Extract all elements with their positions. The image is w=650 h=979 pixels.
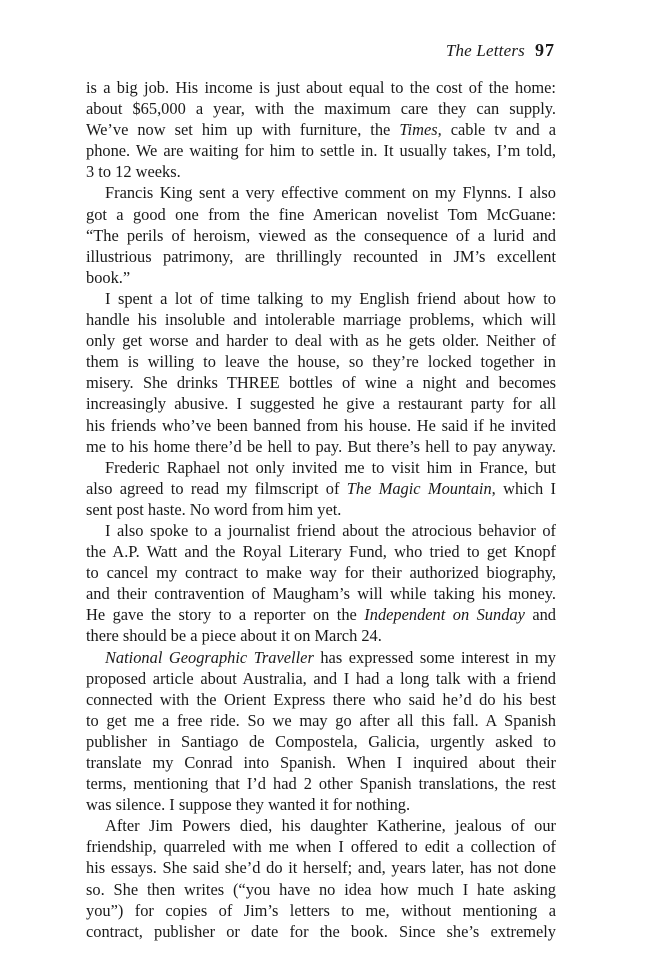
text-line: Frederic Raphael not only invited me to visit him in France, but <box>105 457 556 477</box>
text-line: Francis King sent a very effective comment on my Flynns. I also <box>105 183 556 203</box>
text-line: there should be a piece about it on March 24. <box>86 626 382 646</box>
text-line: you”) for copies of Jim’s letters to me, without mentioning a <box>86 900 556 920</box>
body-text <box>86 77 556 942</box>
text-line: sent post haste. No word from him yet. <box>86 499 342 519</box>
text-line: contract, publisher or date for the book. Since she’s extremely <box>86 921 556 941</box>
text-line: misery. She drinks THREE bottles of wine a night and becomes <box>86 373 556 393</box>
text-line: increasingly abusive. I suggested he give a restaurant party for all <box>86 394 556 414</box>
text-line: his essays. She said she’d do it herself; and, years later, has not done <box>86 858 556 878</box>
text-line: book.” <box>86 267 131 287</box>
italic-title: The Magic Mountain <box>346 478 492 498</box>
text-line: translate my Conrad into Spanish. When I inquired about their <box>86 753 556 772</box>
italic-title: Independent on Sunday <box>364 605 525 625</box>
text-line: publisher in Santiago de Compostela, Galicia, urgently asked to <box>86 731 556 751</box>
text-line: I spent a lot of time talking to my English friend about how to <box>105 288 556 308</box>
text-line: connected with the Orient Express there who said he’d do his best <box>86 689 556 709</box>
page-number: 97 <box>535 40 555 60</box>
text-line: I also spoke to a journalist friend about the atrocious behavior of <box>105 520 556 540</box>
italic-title: National Geographic Traveller <box>105 647 314 667</box>
text-line: terms, mentioning that I’d had 2 other Spanish translations, the rest <box>86 774 556 794</box>
text-line: got a good one from the fine American novelist Tom McGuane: <box>86 204 556 224</box>
text-line <box>86 647 556 668</box>
text-line: and their contravention of Maugham’s will while taking his money. <box>86 584 556 604</box>
text-line: so. She then writes (“you have no idea how much I hate asking <box>86 879 556 899</box>
text-line: them is willing to leave the house, so they’re locked together in <box>86 352 556 372</box>
text-line: handle his insoluble and intolerable marriage problems, which will <box>86 310 556 330</box>
text-segment: and <box>524 605 556 625</box>
text-segment: We’ve now set him up with furniture, the <box>86 120 400 140</box>
text-line: to cancel my contract to make way for their authorized biography, <box>86 563 556 583</box>
text-line: proposed article about Australia, and I had a long talk with a friend <box>86 668 556 688</box>
text-line: about $65,000 a year, with the maximum care they can supply. <box>86 99 556 119</box>
text-segment: has expressed some interest in my <box>313 647 556 667</box>
text-line: only get worse and harder to deal with as he gets older. Neither of <box>86 331 556 351</box>
text-segment: , which I <box>491 478 556 498</box>
text-segment: also agreed to read my filmscript of <box>86 478 347 498</box>
text-line: friendship, quarreled with me when I offered to edit a collection of <box>86 837 556 857</box>
text-segment: He gave the story to a reporter on the <box>86 605 365 625</box>
text-line: is a big job. His income is just about equal to the cost of the home: <box>86 78 556 97</box>
text-line: the A.P. Watt and the Royal Literary Fund, who tried to get Knopf <box>86 542 556 562</box>
text-line <box>86 119 556 140</box>
text-line: was silence. I suppose they wanted it for nothing. <box>86 795 411 815</box>
text-line: 3 to 12 weeks. <box>86 162 181 182</box>
text-line: “The perils of heroism, viewed as the consequence of a lurid and <box>86 225 556 245</box>
text-line <box>86 604 556 625</box>
text-line: illustrious patrimony, are thrillingly recounted in JM’s excellent <box>86 246 556 266</box>
text-line: phone. We are waiting for him to settle in. It usually takes, I’m told, <box>86 141 556 161</box>
text-line: After Jim Powers died, his daughter Katherine, jealous of our <box>105 816 556 836</box>
running-head <box>446 40 555 61</box>
text-line <box>86 478 556 499</box>
text-line: his friends who’ve been banned from his house. He said if he invited <box>86 415 556 435</box>
italic-title: Times, <box>399 120 442 140</box>
text-segment: cable tv and a <box>441 120 556 140</box>
text-line: me to his home there’d be hell to pay. But there’s hell to pay anyway. <box>86 436 556 456</box>
running-title: The Letters <box>445 41 525 60</box>
text-line: to get me a free ride. So we may go after all this fall. A Spanish <box>86 710 556 730</box>
